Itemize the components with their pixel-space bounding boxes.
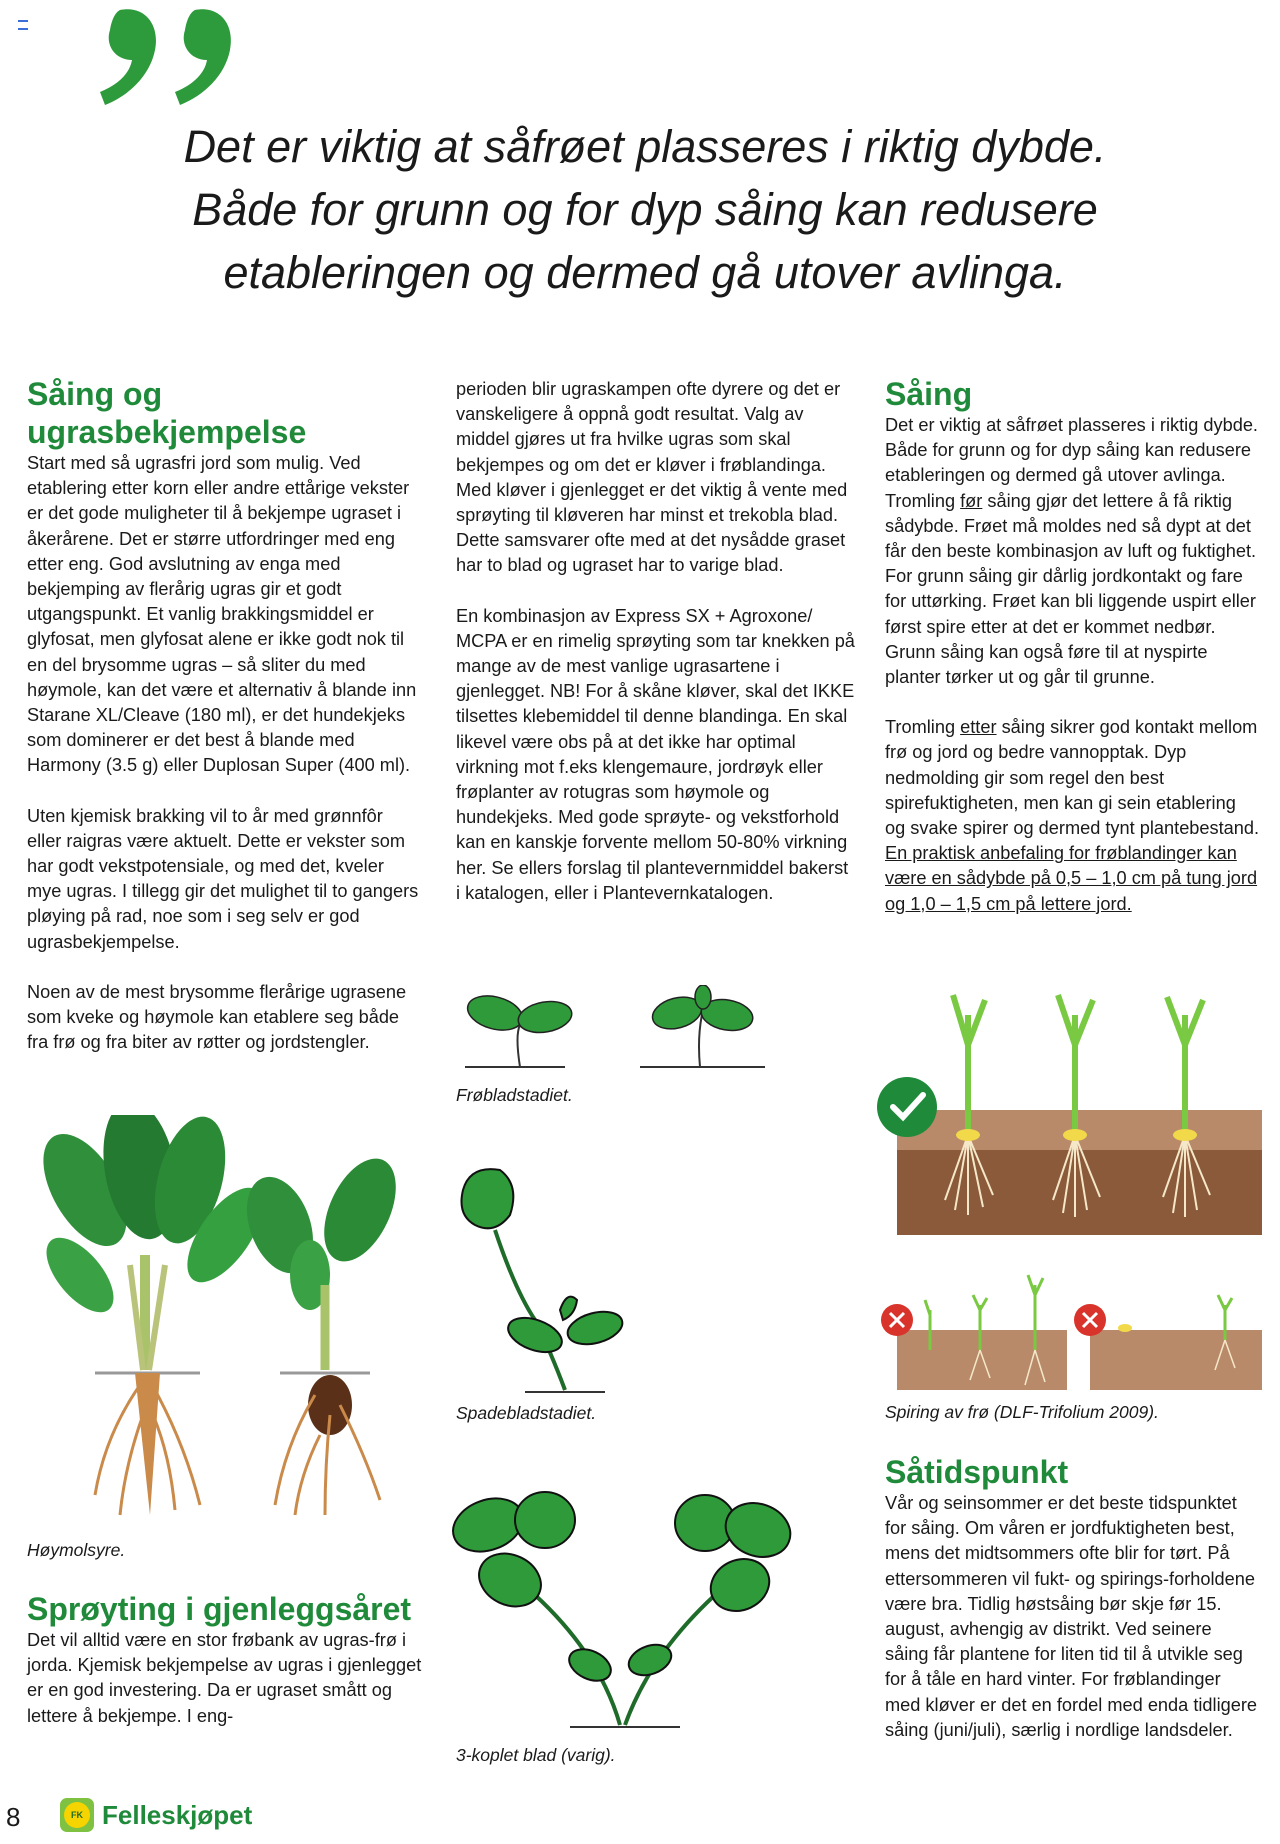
column-right-bottom xyxy=(885,1453,1260,1743)
pull-quote-line: Det er viktig at såfrøet plasseres i riktig dybde. xyxy=(183,121,1107,172)
paragraph: Det er viktig at såfrøet plasseres i riktig dybde. Både for grunn og for dyp såing kan redusere etableringen og dermed gå utover avlinga. Tromling før såing gjør det lettere å få riktig sådybde. Frøet må moldes ned så dypt at det får den beste kombinasjon av luft og fuktighet. For grunn såing gir dårlig jordkontakt og fare for uttørking. Frøet kan bli liggende uspirt eller først spire etter at det er kommet nedbør. Grunn såing kan også føre til at nyspirte planter tørker ut og går til grunne. xyxy=(885,415,1258,688)
section-heading: Såing og ugrasbekjempelse xyxy=(27,376,307,450)
pull-quote-line: Både for grunn og for dyp såing kan redusere xyxy=(192,184,1098,235)
felleskjopet-logo[interactable] xyxy=(60,1798,252,1832)
image-caption: Høymolsyre. xyxy=(27,1540,126,1560)
menu-icon[interactable] xyxy=(18,20,28,30)
quotation-mark-icon xyxy=(100,0,260,120)
trifoliate-leaf-illustration xyxy=(450,1485,795,1735)
image-caption: Spiring av frø (DLF-Trifolium 2009). xyxy=(885,1402,1159,1422)
section-heading: Såing xyxy=(885,376,973,412)
paragraph: perioden blir ugraskampen ofte dyrere og det er vanskeligere å oppnå godt resultat. Valg av middel gjøres ut fra hvilke ugras som skal bekjempes og om det er kløver i frøblandinga. Med kløver i gjenlegget er det viktig å vente med sprøyting til kløveren har minst et trekobla blad. Dette samsvarer ofte med at det nysådde graset har to blad og ugraset har to varige blad. xyxy=(456,379,848,576)
recommendation-text: En praktisk anbefaling for frøblandinger kan være en sådybde på 0,5 – 1,0 cm på tung jord og 1,0 – 1,5 cm på lettere jord. xyxy=(885,843,1258,914)
column-left-bottom xyxy=(27,1590,422,1729)
image-caption: Spadebladstadiet. xyxy=(456,1403,597,1423)
dock-plant-illustration xyxy=(25,1115,415,1525)
spade-leaf-seedling-illustration xyxy=(455,1160,655,1400)
pull-quote-line: etableringen og dermed gå utover avlinga. xyxy=(223,247,1067,298)
logo-text: Felleskjøpet xyxy=(102,1799,253,1830)
germination-incorrect-illustration xyxy=(875,1270,1265,1395)
image-caption: 3-koplet blad (varig). xyxy=(456,1745,616,1765)
image-caption: Frøbladstadiet. xyxy=(456,1085,573,1105)
paragraph: Tromling etter såing sikrer god kontakt mellom frø og jord og bedre vannopptak. Dyp nedmolding gir som regel den best spirefuktigheten, men kan gi sein etablering og svake spirer og dermed tynt plantebestand. En praktisk anbefaling for frøblandinger kan være en sådybde på 0,5 – 1,0 cm på tung jord og 1,0 – 1,5 cm på lettere jord. xyxy=(885,717,1260,914)
pull-quote xyxy=(80,115,1210,304)
paragraph: Uten kjemisk brakking vil to år med grønnfôr eller raigras være aktuelt. Dette er vekster som har godt vekstpotensiale, og med det, kveler mye ugras. I tillegg gir det mulighet til to gangers pløying på rad, noe som i seg selv er god ugrasbekjempelse. xyxy=(27,805,419,952)
paragraph: Det vil alltid være en stor frøbank av ugras-frø i jorda. Kjemisk bekjempelse av ugras i gjenlegget er en god investering. Da er ugraset smått og lettere å bekjempe. I eng- xyxy=(27,1630,422,1726)
paragraph: Start med så ugrasfri jord som mulig. Ved etablering etter korn eller andre ettårige vekster er det gode muligheter til å bekjempe ugraset i åkerårene. Det er større utfordringer med eng etter eng. God avslutning av enga med bekjemping av flerårig ugras gir et godt utgangspunkt. Et vanlig brakkingsmiddel er glyfosat, men glyfosat alene er ikke godt nok til en del brysomme ugras – så sliter du med høymole, kan det være et alternativ å blande inn Starane XL/Cleave (180 ml), er det hundekjeks som dominerer er det best å blande med Harmony (3.5 g) eller Duplosan Super (400 ml). xyxy=(27,453,417,776)
paragraph: Vår og seinsommer er det beste tidspunktet for såing. Om våren er jordfuktigheten best, mens det midtsommers ofte blir for tørt. På ettersommeren vil fukt- og spirings-forholdene være bra. Tidlig høstsåing bør skje før 15. august, avhengig av distrikt. Ved seinere såing får plantene for liten tid til å utvikle seg for å tåle en hard vinter. For frøblandinger med kløver er det en fordel med enda tidligere såing (juni/juli), særlig i nordlige landsdeler. xyxy=(885,1493,1258,1740)
column-middle xyxy=(456,377,856,931)
column-right xyxy=(885,375,1260,942)
logo-icon: FK xyxy=(60,1798,94,1832)
paragraph: Noen av de mest brysomme flerårige ugrasene som kveke og høymole kan etablere seg både fra frø og fra biter av røtter og jordstengler. xyxy=(27,981,407,1053)
germination-correct-illustration xyxy=(875,985,1265,1255)
section-heading: Sprøyting i gjenleggsåret xyxy=(27,1591,412,1627)
cotyledon-seedling-illustration xyxy=(465,985,785,1070)
page-number: 8 xyxy=(6,1802,21,1832)
paragraph: En kombinasjon av Express SX + Agroxone/ MCPA er en rimelig sprøyting som tar knekken på mange av de mest vanlige ugrasartene i gjenlegget. NB! For å skåne kløver, skal det IKKE tilsettes klebemiddel til denne blandinga. En skal likevel være obs på at det ikke har optimal virkning mot f.eks klengemaure, jordrøyk eller frøplanter av rotugras som høymole og hundekjeks. Med gode sprøyte- og vekstforhold kan en kanskje forvente mellom 50-80% virkning her. Se ellers forslag til plantevernmiddel bakerst i katalogen, eller i Plantevernkatalogen. xyxy=(456,605,855,903)
section-heading: Såtidspunkt xyxy=(885,1454,1069,1490)
column-left xyxy=(27,375,422,1080)
